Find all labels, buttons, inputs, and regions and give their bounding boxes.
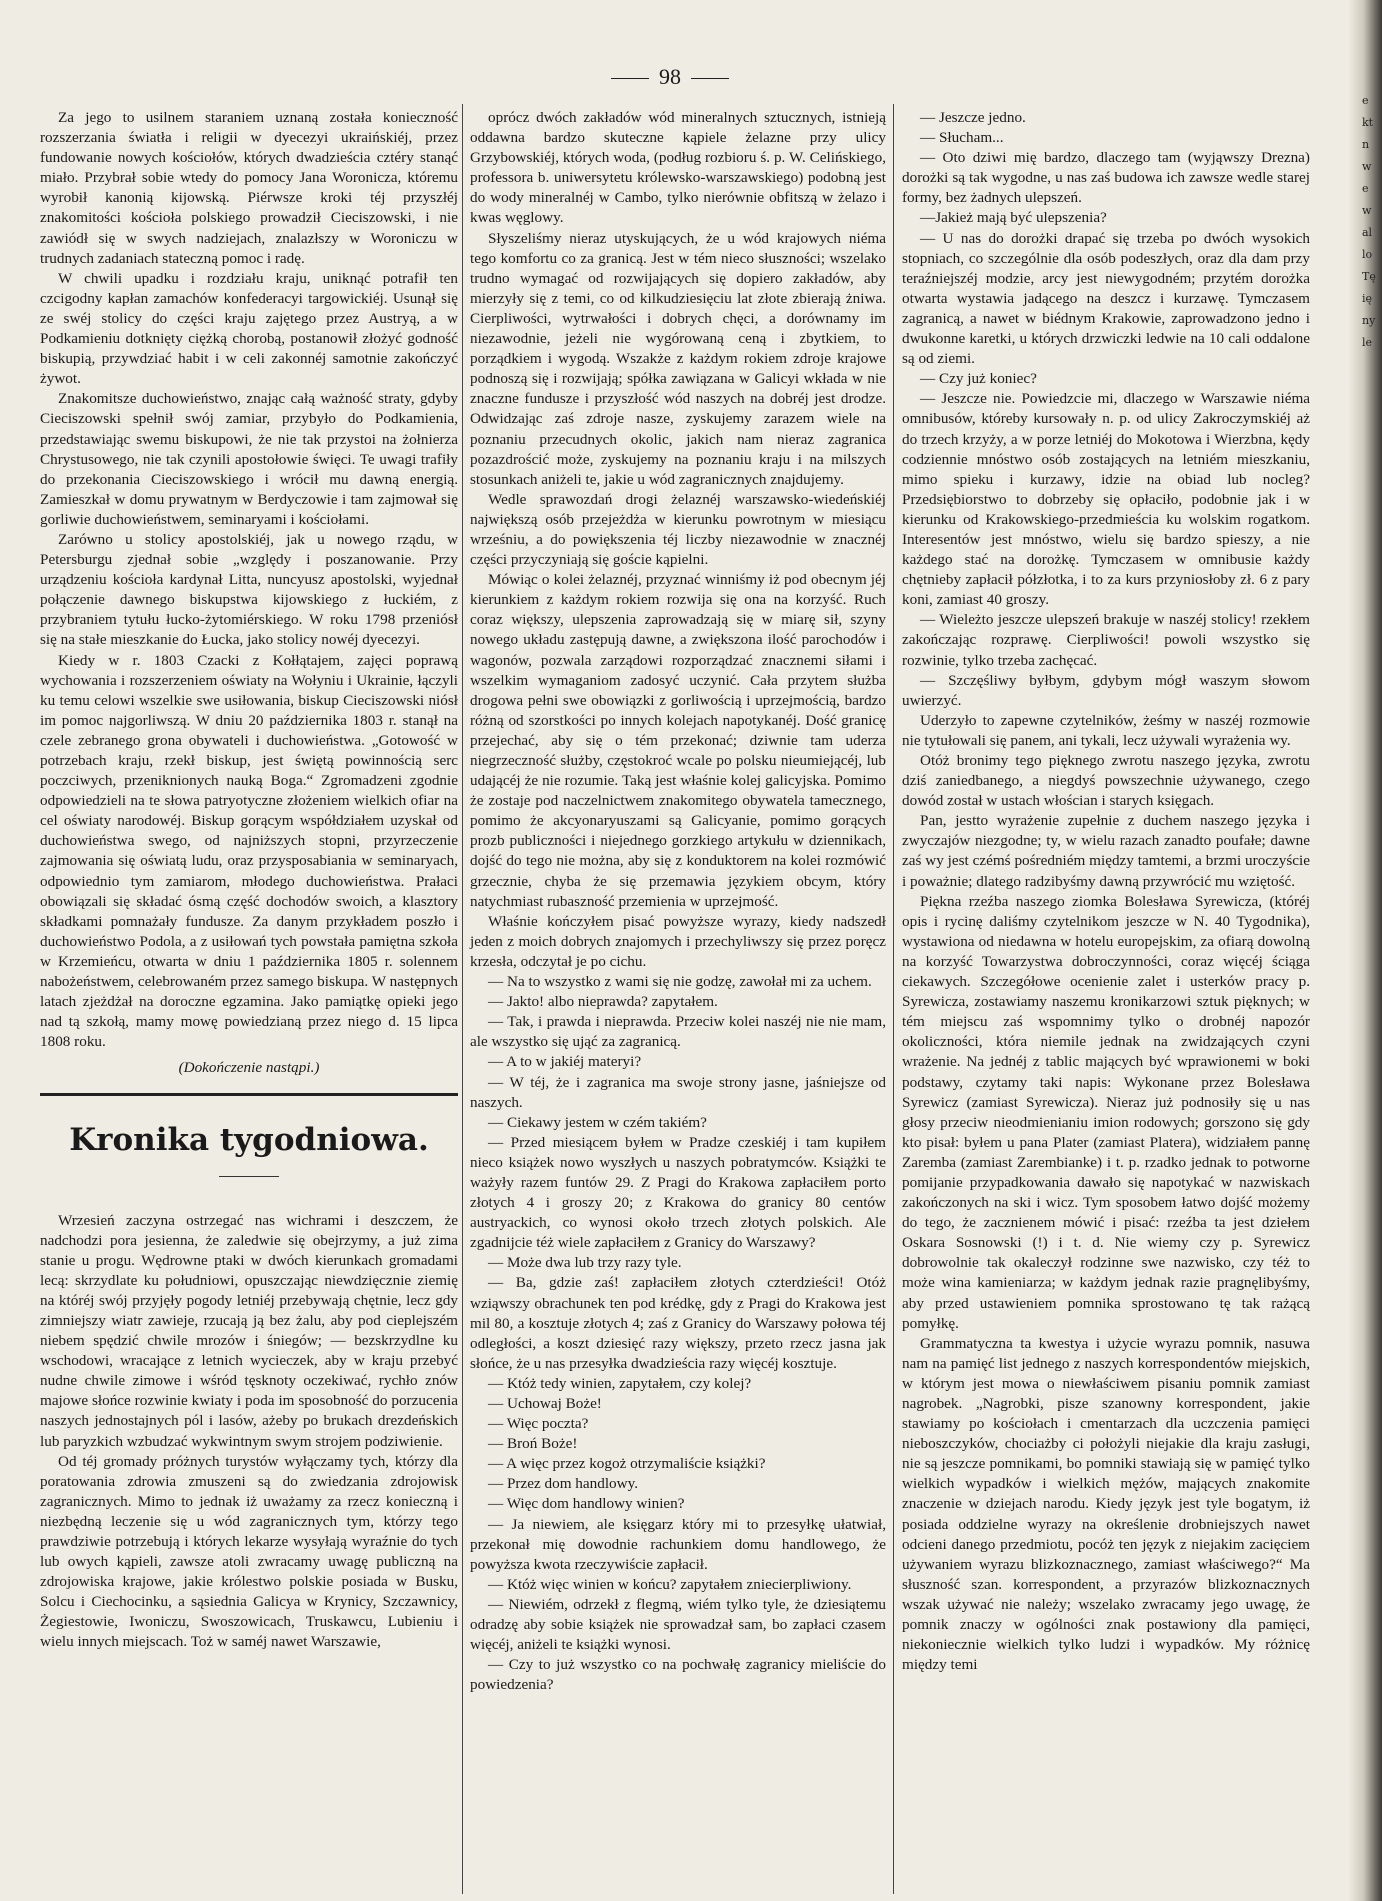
dialogue-line: — Któż tedy winien, zapytałem, czy kolej? <box>488 1374 752 1392</box>
dialogue-line: — Ja niewiem, ale księgarz który mi to przesyłkę ułatwiał, przekonał mię dowodnie rachunkiem domu handlowego, że powyższa kwota rzeczywiście zapłacił. <box>470 1515 886 1573</box>
bleed-through-text: e kt n we wal lo Tę ię ny le <box>1362 94 1376 349</box>
paragraph: Piękna rzeźba naszego ziomka Bolesława Syrewicza, (któréj opis i rycinę daliśmy czytelnikom jeszcze w N. 40 Tygodnika), wystawiona od niedawna w hotelu europejskim, za ofiarą dowolną na korzyść Towarzystwa dobroczynności, coraz więcéj ściąga ciekawych. Szczegółowe ocenienie zalet i usterków pracy p. Syrewicza, zostawiamy naszemu kronikarzowi sztuk pięknych; w tém miejscu zaś wspomnimy tylko o drobnéj napozór okoliczności, która niemile jednak na zwidzających czyni wrażenie. Na jednéj z tablic mających być wprawionemi w boki podstawy, czytamy taki napis: Wykonane przez Bolesława Syrewicz (zamiast Syrewicza). Nieraz już podnosiły się u nas głosy przeciw nieodmienianiu imion rodowych; gorszono się gdy kto pisał: byłem u pana Plater (zamiast Platera), widziałem pannę Zaremba (zamiast Zarembianke) i t. p. rzadko jednak to potworne pomijanie przypadkowania dawało się napotykać w nazwiskach zakończonych na ski i wicz. Tym sposobem łatwo dojść możemy do tego, że zacznienem mówić i pisać: rzeźba ta jest dziełem Oskara Sosnowski (!) i t. d. Nie wiemy czy p. Syrewicz dobrowolnie tak okaleczył rodzinne swe nazwisko, czy téż to może wina kamieniarza; w każdym jednak razie pragnęlibyśmy, aby przed ustawieniem pomnika sprostowano tę tak rażącą pomyłkę. <box>902 892 1310 1332</box>
dialogue-line: — Może dwa lub trzy razy tyle. <box>488 1254 682 1272</box>
paragraph: Wrzesień zaczyna ostrzegać nas wichrami i deszczem, że nadchodzi pora jesienna, że zaledwie się obejrzymy, a już zima stanie u progu. Wędrowne ptaki w dwóch kierunkach gromadami lecą: skrzydlate ku południowi, opuszczając niewdzięcznie ziemię na któréj swój przyjęły pogody letniéj przebywają chętnie, lecz gdy zimniejszy wiatr zawieje, rzucają ją bez żalu, aby pod cieplejszém niebem spędzić chwile mrozów i śniegów; — bezskrzydlne ku wschodowi, wracające z letnich wycieczek, aby w kraju przebyć nudne chwile zimowe i wśród tęsknoty oczekiwać, rychło znów majowe słońce rozwinie kwiaty i poda im sposobność do porzucenia naszych jednostajnych pól i lasów, ażeby po brukach drezdeńskich lub paryzkich wzbudzać wykwintnym swym strojem podziwienie. <box>40 1211 458 1450</box>
paragraph: Słyszeliśmy nieraz utyskujących, że u wód krajowych niéma tego komfortu co za granicą. Jest w tém nieco słuszności; wszelako trudno wymagać od rozwijających się dopiero zakładów, aby mierzyły się z temi, co od kilkudziesięciu lat złote zbierają żniwa. Cierpliwości, wytrwałości i dobrych chęci, a dorównamy im niezawodnie, jeżeli nie wygórowaną ceną i zbytkiem, to porządkiem i wygodą. Wszakże z każdym rokiem zdroje krajowe podnoszą się i rozwijają; spółka zawiązana w Galicyi wkłada w nie znaczne fundusze i przyszłość wód naszych na dobréj jest drodze. Odwidzając zaś zdroje nasze, zyskujemy zarazem wiele na poznaniu przecudnych okolic, jakich nam nieraz zagranica pozazdrościć może, zyskujemy na poznaniu kraju i na milszych stosunkach aniżeli te, jakie u wód zagranicznych znajdujemy. <box>470 229 886 488</box>
dialogue-line: — Niewiém, odrzekł z flegmą, wiém tylko tyle, że dziesiątemu odradzę aby sobie książek nie sprowadzał sam, bo zapłaci czasem więcéj, aniżeli te książki wynosi. <box>470 1595 886 1654</box>
page-number: 98 <box>600 64 740 90</box>
dialogue-line: — Broń Boże! <box>488 1435 578 1453</box>
dialogue-line: — Na to wszystko z wami się nie godzę, zawołał mi za uchem. <box>488 973 872 991</box>
title-rule <box>219 1176 279 1177</box>
paragraph: Pan, jestto wyrażenie zupełnie z duchem naszego języka i zwyczajów niezgodne; ty, w wielu razach zanadto poufałe; dawne zaś wy jest czémś pośredniém między tamtemi, a brzmi uroczyście i poważnie; dlatego radzibyśmy dawną przywrócić mu wziętość. <box>902 812 1310 890</box>
dialogue-line: — Słucham... <box>920 129 1004 147</box>
dialogue-line: — Więc poczta? <box>488 1415 589 1433</box>
paragraph: Otóż bronimy tego pięknego zwrotu naszego języka, zwrotu dziś zaniedbanego, a niegdyś powszechnie używanego, czego dowód został w ustach włościan i starych księgach. <box>902 752 1310 810</box>
column-divider-left <box>462 104 463 1894</box>
dialogue-line: — Oto dziwi mię bardzo, dlaczego tam (wyjąwszy Drezna) dorożki są tak wygodne, u nas zaś budowa ich zawsze wedle starej formy, bez żadnych ulepszeń. <box>902 149 1310 207</box>
dialogue-line: — Więc dom handlowy winien? <box>488 1495 685 1513</box>
dialogue-line: — Wieleżto jeszcze ulepszeń brakuje w naszéj stolicy! rzekłem zakończając rozprawę. Cierpliwości! powoli wszystko się rozwinie, tylko trzeba zachęcać. <box>902 611 1310 669</box>
dialogue-line: — W téj, że i zagranica ma swoje strony jasne, jaśniejsze od naszych. <box>470 1073 886 1111</box>
dialogue-line: — Jeszcze nie. Powiedzcie mi, dlaczego w Warszawie niéma omnibusów, któreby kursowały n. p. od ulicy Zakroczymskiéj aż do trzech krzyży, a w porze letniéj do Mokotowa i Wierzbna, kędy codziennie mnóstwo osób zostających na letniém mieszkaniu, mimo spieku i kurzawy, idzie na obiad lub nocleg? Przedsiębiorstwo to dobrzeby się opłaciło, podobnie jak i w kierunku od Krakowskiego-przedmieścia ku wolskim rogatkom. Interesentów jest mnóstwo, wielu się bardzo spieszy, a nie każdego stać na dorożkę. Tymczasem w omnibusie każdy chętnieby zapłacił półzłotka, i to za kurs przyniosłoby zł. 6 z pary koni, zamiast 40 groszy. <box>902 390 1310 609</box>
dialogue-line: — Jeszcze jedno. <box>920 109 1026 126</box>
dialogue-line: — Przez dom handlowy. <box>488 1475 639 1493</box>
column-1 <box>40 108 458 1653</box>
section-divider <box>40 1093 458 1096</box>
paragraph: Od téj gromady próżnych turystów wyłączamy tych, którzy dla poratowania zdrowia zmuszeni są do zwiedzania zdrojowisk zagranicznych. Mimo to jednak iż uważamy za rzecz konieczną i niezbędną leczenie się u wód zagranicznych tym, którzy tego prawdziwie potrzebują i których lekarze wysyłają wyraźnie do tych lub owych kąpieli, zawsze atoli zwracamy uwagę publiczną na zdrojowiska krajowe, jakie królestwo polskie posiada w Busku, Solcu i Ciechocinku, a sąsiednia Galicya w Krynicy, Szczawnicy, Żegiestowie, Iwoniczu, Swoszowicach, Truskawcu, Lubieniu i wielu innych miejscach. Toż w saméj nawet Warszawie, <box>40 1452 458 1651</box>
dialogue-line: — Szczęśliwy byłbym, gdybym mógł waszym słowom uwierzyć. <box>902 671 1310 709</box>
dialogue-line: — Ciekawy jestem w czém takiém? <box>488 1113 707 1131</box>
dialogue-line: — A więc przez kogoż otrzymaliście książki? <box>488 1455 766 1473</box>
paragraph: Wedle sprawozdań drogi żelaznéj warszawsko-wiedeńskiéj największą osób przejeżdża w kierunku powrotnym w miesiącu wrześniu, a do powiększenia téj liczby niezawodnie w znacznéj części przyczyniają się goście kąpielni. <box>470 490 886 569</box>
dialogue-line: — A to w jakiéj materyi? <box>488 1053 642 1071</box>
column-2 <box>470 108 886 1695</box>
dialogue-line: — Uchowaj Boże! <box>488 1395 602 1412</box>
paragraph: W chwili upadku i rozdziału kraju, uniknąć potrafił ten czcigodny kapłan zamachów konfederacyi targowickiéj. Usunął się ze swéj stolicy do części kraju zajętego przez Austryą, a w Podkamieniu dotknięty ciężką chorobą, postanowił złożyć godność biskupią, przywdziać habit i w celi zakonnéj samotnie zakończyć żywot. <box>40 269 458 388</box>
paragraph: Za jego to usilnem staraniem uznaną została konieczność rozszerzania światła i religii w dyecezyi ukraińskiéj, przez fundowanie nowych kościołów, których dwadzieścia cztéry stanąć miało. Przybrał sobie wtedy do pomocy Jana Woronicza, któremu wyrobił kanonią kijowską. Piérwsze kroki téj przyszłéj znakomitości kościoła polskiego prowadził Cieciszowski, i nie zawiódł się w swych nadziejach, znalazłszy w Woroniczu w trudnych zadaniach stateczną pomoc i radę. <box>40 109 458 267</box>
paragraph: oprócz dwóch zakładów wód mineralnych sztucznych, istnieją oddawna bardzo skuteczne kąpiele żelazne przy ulicy Grzybowskiéj, których woda, (podług rozbioru ś. p. W. Celińskiego, professora b. uniwersytetu królewsko-warszawskiego) podobną jest do wody mineralnéj w Cambo, tylko nierównie obfitszą w żelazo i kwas węglowy. <box>470 109 886 227</box>
section-title: Kronika tygodniowa. <box>69 1121 429 1158</box>
paragraph: Grammatyczna ta kwestya i użycie wyrazu pomnik, nasuwa nam na pamięć list jednego z naszych korrespondentów miejskich, w którym jest mowa o niewłaściwem pisaniu pomnik zamiast nagrobek. „Nagrobki, pisze szanowny korrespondent, jakie stawiamy po kościołach i cmentarzach dla uczczenia pamięci nieboszczyków, chociażby ci położyli niejakie dla kraju zasługi, nie są jeszcze pomnikami, bo pomniki stawiają się w pamięć tylko wielkich wypadków i wielkich mężów, mających znakomite znaczenie w dziejach narodu. Kiedy język jest tyle bogatym, iż posiada oddzielne wyrazy na określenie drobniejszych nawet odcieni danego przedmiotu, pocóż ten język z niejakim zacięciem używaniem wyrazu blizkoznacznego, zamiast właściwego?“ Ma słuszność szan. korrespondent, a przyrazów blizkoznacznych wszak używać nie należy; wszelako zwracamy jego uwagę, że pomnik znaczy w ogólności znak postawiony dla pamięci, niekoniecznie wielkich tylko ludzi i wypadków. My różnicę między temi <box>902 1334 1310 1674</box>
column-3 <box>902 108 1310 1675</box>
continuation-note: (Dokończenie nastąpi.) <box>178 1059 320 1077</box>
paragraph: Zarówno u stolicy apostolskiéj, jak u nowego rządu, w Petersburgu zjednał sobie „względy i poszanowanie. Przy urządzeniu kościoła kardynał Litta, nuncyusz apostolski, wyjednał połączenie dawnego biskupstwa kijowskiego z łuckiém, z przybraniem tytułu łucko-żytomiérskiego. W roku 1798 przeniósł się na stałe mieszkanie do Łucka, jako stolicy nowéj dyecezyi. <box>40 530 458 649</box>
dialogue-line: — Jakto! albo nieprawda? zapytałem. <box>488 993 718 1011</box>
dialogue-line: — Ba, gdzie zaś! zapłaciłem złotych czterdzieści! Otóż wziąwszy obrachunek ten pod krédkę, gdy z Pragi do Krakowa jest mil 80, a kosztuje złotych 4; zaś z Granicy do Warszawy połowa téj odległości, a koszt dziesięć razy większy, przeto rzecz jasna jak słońce, że u nas przesyłka dwadzieścia razy więcéj kosztuje. <box>470 1274 886 1372</box>
paragraph: Kiedy w r. 1803 Czacki z Kołłątajem, zajęci poprawą wychowania i rozszerzeniem oświaty na Wołyniu i Ukrainie, łączyli ku temu celowi wszelkie swe usiłowania, biskup Cieciszowski niósł im pomoc najgorliwszą. W dniu 20 października 1803 r. stanął na czele zebranego grona obywateli i duchowieństwa. „Gotowość w potrzebach kraju, rzekł biskup, jest świętą powinnością serc poczciwych, przeniknionych nauką Boga.“ Zgromadzeni zgodnie odpowiedzieli na te słowa patryotyczne złożeniem wielkich ofiar na cel oświaty narodowéj. Biskup gorącym współdziałem uzyskał od duchowieństwa swego, od najniższych stopni, przyrzeczenie zajmowania się oświatą ludu, oraz przysposabiania w seminaryach, odpowiednio tym zamiarom, młodego duchowieństwa. Prałaci obowiązali się składać ósmą część dochodów swoich, a klasztory składkami pomnażały fundusze. Za danym przykładem poszło i duchowieństwo Podola, a z usiłowań tych powstała pamiętna szkoła w Krzemieńcu, otwarta w dniu 1 października 1805 r. solennem nabożeństwem, celebrowaném przez samego biskupa. W następnych latach zjeżdżał na doroczne egzamina. Jako pamiątkę opieki jego nad tą szkołą, mamy mowę powiedzianą przez niego d. 15 lipca 1808 roku. <box>40 651 458 1051</box>
paragraph: Właśnie kończyłem pisać powyższe wyrazy, kiedy nadszedł jeden z moich dobrych znajomych i przechyliwszy się przez poręcz krzesła, odczytał je po cichu. <box>470 912 886 970</box>
dialogue-line: — Przed miesiącem byłem w Pradze czeskiéj i tam kupiłem nieco książek nowo wyszłych u naszych pobratymców. Książki te ważyły razem funtów 29. Z Pragi do Krakowa zapłaciłem porto złotych 4 i groszy 20; z Krakowa do granicy 80 centów austryackich, co wynosi około trzech złotych polskich. Ale zgadnijcie téż wiele zapłaciłem z Granicy do Warszawy? <box>470 1133 886 1252</box>
dialogue-line: — Tak, i prawda i nieprawda. Przeciw kolei naszéj nie nie mam, ale wszystko się ująć za zagranicą. <box>470 1013 886 1051</box>
dialogue-line: — Któż więc winien w końcu? zapytałem zniecierpliwiony. <box>488 1575 852 1593</box>
dialogue-line: — Czy już koniec? <box>920 370 1037 388</box>
column-divider-right <box>893 104 894 1894</box>
paragraph: Mówiąc o kolei żelaznéj, przyznać winniśmy iż pod obecnym jéj kierunkiem z każdym rokiem rozwija się ona na korzyść. Ruch coraz większy, ulepszenia zaprowadzają się w miarę sił, szyny nowego układu zastępują dawne, a zwiększona ilość parochodów i wagonów, pozwala zarządowi rozporządzać znacznemi siłami i wszelkim wymaganiom zadosyć uczynić. Cała przytem służba drogowa pełni swe obowiązki z gorliwością i uprzejmością, bardzo różną od szorstkości po innych kolejach napotykanéj. Dość granicę przejechać, aby się o tém przekonać; dziwnie tam uderza niegrzeczność służby, częstokroć wcale po polsku nieumiejącéj, lub udającéj że nie rozumie. Taką jest właśnie kolej galicyjska. Pomimo że zostaje pod naczelnictwem znakomitego obywatela tamecznego, pomimo że akcyonaryuszami są Galicyanie, pomimo gorących prozb publiczności i niejednego gorzkiego artykułu w dziennikach, dojść do tego nie można, aby się z konduktorem na kolei rozmówić grzecznie, chyba że się przemawia językiem obcym, który natychmiast rubaszność przemienia w uprzejmość. <box>470 571 886 910</box>
paragraph: Znakomitsze duchowieństwo, znając całą ważność straty, gdyby Cieciszowski spełnił swój zamiar, przybyło do Podkamienia, przedstawiając swemu biskupowi, że nie tak przystoi na żołnierza Chrystusowego, nie tak czynili apostołowie święci. Te uwagi trafiły do przekonania Cieciszowskiego i wrócił mu dawną energią. Zamieszkał w domu prywatnym w Berdyczowie i tam zajmował się gorliwie duchowieństwem, seminaryami i kościołami. <box>40 390 458 528</box>
paragraph: Uderzyło to zapewne czytelników, żeśmy w naszéj rozmowie nie tytułowali się panem, ani tykali, lecz używali wyrażenia wy. <box>902 711 1310 749</box>
dialogue-line: — U nas do dorożki drapać się trzeba po dwóch wysokich stopniach, co szczególnie dla osób podeszłych, oraz dla dam przy teraźniejszéj modzie, arcy jest niewygodném; przytém dorożka otwarta wystawia jadącego na deszcz i kurzawę. Tymczasem zagranicą, a nawet w biédnym Krakowie, zaprowadzono jedno i dwukonne karetki, u których drzwiczki ledwie na 10 cali oddalone są od ziemi. <box>902 229 1310 368</box>
dialogue-line: — Czy to już wszystko co na pochwałę zagranicy mieliście do powiedzenia? <box>470 1656 886 1694</box>
dialogue-line: —Jakież mają być ulepszenia? <box>920 209 1107 227</box>
